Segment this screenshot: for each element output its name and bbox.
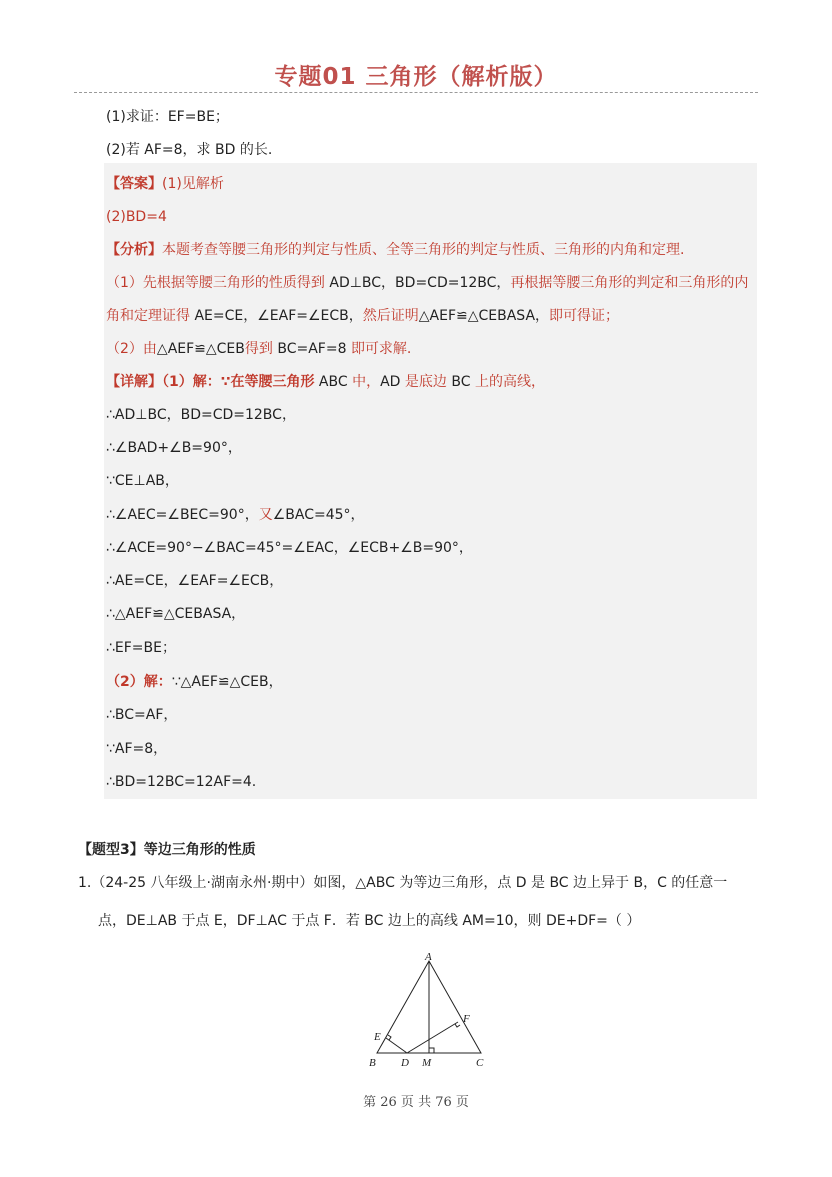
label-c: C bbox=[476, 1057, 484, 1069]
question-part-1: (1)求证：EF=BE； bbox=[106, 109, 229, 125]
analysis-p1-text-c: 角和定理证得 bbox=[106, 308, 190, 324]
question-line-2: 点，DE⊥AB 于点 E，DF⊥AC 于点 F．若 BC 边上的高线 AM=10，则 DE+DF=（ ） bbox=[98, 913, 641, 929]
proof-step-ace: ∴∠ACE=90°−∠BAC=45°=∠EAC，∠ECB+∠B=90°， bbox=[106, 540, 473, 556]
proof-step: ∴AD⊥BC，BD=CD=12BC， bbox=[106, 407, 296, 423]
analysis-p2-math-a: △AEF≌△CEB bbox=[156, 341, 245, 357]
proof-step-aec bbox=[106, 505, 365, 525]
proof-step-aec-text: 又 bbox=[258, 507, 273, 523]
label-m: M bbox=[422, 1057, 432, 1069]
proof-step: ∴∠BAD+∠B=90°， bbox=[106, 440, 242, 456]
analysis-p1-text-b: 再根据等腰三角形的判定和三角形的内 bbox=[510, 275, 749, 291]
label-f: F bbox=[463, 1013, 470, 1025]
part2-line bbox=[106, 672, 283, 692]
proof-step: ∴BC=AF， bbox=[106, 707, 178, 723]
detail-text-c: 上的高线， bbox=[474, 374, 545, 390]
analysis-p1-text-e: 即可得证； bbox=[549, 308, 620, 324]
proof-step: ∵CE⊥AB， bbox=[106, 473, 179, 489]
section-heading: 【题型3】等边三角形的性质 bbox=[78, 842, 256, 858]
analysis-line bbox=[106, 240, 684, 260]
question-part-2: (2)若 AF=8，求 BD 的长. bbox=[106, 142, 273, 158]
proof-step: ∴AE=CE，∠EAF=∠ECB， bbox=[106, 573, 284, 589]
proof-step: ∵AF=8， bbox=[106, 741, 168, 757]
analysis-text: 本题考查等腰三角形的判定与性质、全等三角形的判定与性质、三角形的内角和定理. bbox=[162, 242, 685, 258]
answer-line-1 bbox=[106, 174, 224, 194]
analysis-p1-math-b: AE=CE，∠EAF=∠ECB， bbox=[190, 308, 363, 324]
label-a: A bbox=[425, 951, 432, 963]
part2-tag: （2）解： bbox=[106, 674, 172, 690]
detail-math-b: AD bbox=[380, 374, 405, 390]
analysis-p1-line1 bbox=[106, 273, 748, 293]
proof-step-aec-math-a: ∴∠AEC=∠BEC=90°， bbox=[106, 507, 259, 523]
analysis-p2-text-b: 得到 bbox=[244, 341, 273, 357]
proof-step: ∴△AEF≌△CEBASA， bbox=[106, 606, 246, 622]
page-title: 专题01 三角形（解析版） bbox=[274, 64, 558, 90]
analysis-p2-text-c: 即可求解. bbox=[350, 341, 412, 357]
right-angle-f-mark bbox=[455, 1024, 460, 1027]
answer-tag: 【答案】 bbox=[106, 176, 162, 192]
proof-step: ∴EF=BE； bbox=[106, 640, 176, 656]
label-e: E bbox=[374, 1031, 381, 1043]
page-footer: 第 26 页 共 76 页 bbox=[363, 1095, 469, 1110]
detail-text-a: 中， bbox=[352, 374, 381, 390]
analysis-p2-math-b: BC=AF=8 bbox=[272, 341, 351, 357]
proof-step: ∴BD=12BC=12AF=4. bbox=[106, 774, 257, 790]
detail-tag: 【详解】（1）解：∵在等腰三角形 bbox=[106, 374, 315, 390]
answer-line-2: (2)BD=4 bbox=[106, 209, 167, 225]
analysis-p1-math-a: AD⊥BC，BD=CD=12BC， bbox=[324, 275, 511, 291]
part2-math: ∵△AEF≌△CEB， bbox=[171, 674, 283, 690]
title-divider bbox=[74, 92, 758, 93]
proof-step-aec-math-b: ∠BAC=45°， bbox=[272, 507, 365, 523]
answer-text: (1)见解析 bbox=[162, 176, 224, 192]
analysis-p2-line bbox=[106, 339, 411, 359]
detail-line bbox=[106, 372, 545, 392]
question-line-1: 1.（24-25 八年级上·湖南永州·期中）如图，△ABC 为等边三角形，点 D 是 BC 边上异于 B，C 的任意一 bbox=[78, 875, 728, 891]
label-b: B bbox=[369, 1057, 376, 1069]
detail-math-a: ABC bbox=[314, 374, 353, 390]
analysis-p1-text-d: 然后证明 bbox=[362, 308, 419, 324]
segment-de bbox=[386, 1038, 407, 1053]
detail-text-b: 是底边 bbox=[404, 374, 447, 390]
analysis-p1-text-a: （1）先根据等腰三角形的性质得到 bbox=[106, 275, 325, 291]
analysis-p1-math-c: △AEF≌△CEBASA， bbox=[418, 308, 550, 324]
triangle-figure bbox=[360, 950, 500, 1075]
detail-math-c: BC bbox=[446, 374, 475, 390]
analysis-tag: 【分析】 bbox=[106, 242, 162, 258]
analysis-p2-text-a: （2）由 bbox=[106, 341, 157, 357]
label-d: D bbox=[401, 1057, 409, 1069]
right-angle-m-mark bbox=[429, 1048, 434, 1053]
analysis-p1-line2 bbox=[106, 306, 619, 326]
